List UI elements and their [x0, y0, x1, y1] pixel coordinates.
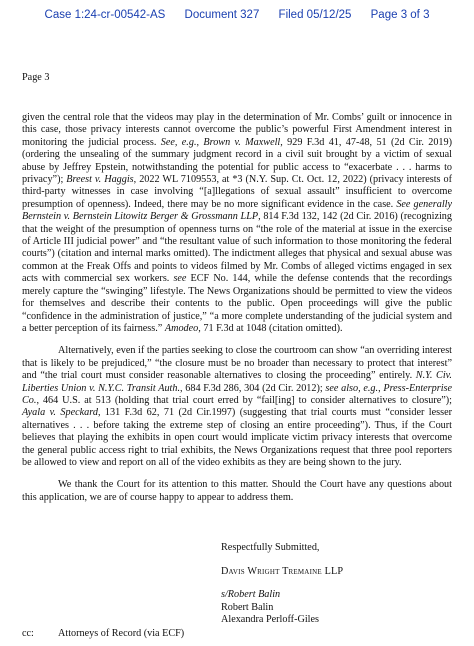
citation-italic: See, e.g. [160, 136, 197, 148]
citation-italic: N.Y. Civ. Liberties Union v. N.Y.C. Transit Auth. [22, 370, 452, 394]
signer-name-1: Robert Balin [221, 602, 274, 613]
text-run: , 2022 WL 7109553, at *3 (N.Y. Sup. Ct. Oct. 12, 2022) (privacy interests of third-party witnesses in case involving “[a]llegations of sexual assault” insufficient to overcome presumption of openness). Indeed, there may be no more significant evidence in the case. [22, 174, 452, 210]
document-number: Document 327 [184, 9, 260, 21]
citation-italic: Brown v. Maxwell [203, 136, 281, 148]
citation-italic: Ayala v. Speckard [22, 407, 98, 419]
paragraph-1 [22, 112, 452, 335]
cc-line [22, 628, 185, 639]
text-run: , 71 F.3d at 1048 (citation omitted). [198, 322, 343, 334]
citation-italic: see [173, 273, 187, 285]
citation-italic: see also, e.g. [325, 382, 379, 394]
paragraph-2 [22, 345, 452, 469]
ecf-header [0, 9, 474, 21]
cc-recipients: Attorneys of Record (via ECF) [58, 628, 185, 639]
text-run: , 814 F.3d 132, 142 (2d Cir. 2016) (recognizing that the weight of the presumption of openness turns on “the role of the material at issue in the exercise of Article III judicial power” and “the resultant value of such information to those monitoring the federal courts”) (citation and internal marks omitted). The indictment alleges that physical and sexual abuse was common at the Freak Offs and points to videos filmed by Mr. Combs of alleged victims engaged in sex acts with commercial sex workers. [22, 211, 452, 285]
citation-italic: See generally Bernstein v. Bernstein Litowitz Berger & Grossmann LLP [22, 198, 452, 223]
text-run: We thank the Court for its attention to this matter. Should the Court have any questions about this application, we are of course happy to appear to address them. [22, 479, 452, 503]
citation-italic: Amodeo [164, 322, 199, 334]
cc-label: cc: [22, 628, 34, 639]
signer-name-2: Alexandra Perloff-Giles [221, 614, 319, 625]
text-run: Alternatively, even if the parties seeking to close the courtroom can show “an overriding interest that is likely to be prejudiced,” “the closure must be no broader than necessary to protect that interest” and “the trial court must consider reasonable alternatives to closing the proceeding” entirely. [22, 345, 452, 382]
filed-date: Filed 05/12/25 [278, 9, 352, 21]
citation-italic: Press-Enterprise Co. [22, 382, 453, 406]
case-number: Case 1:24-cr-00542-AS [44, 9, 166, 21]
text-run: , 131 F.3d 62, 71 (2d Cir.1997) (suggesting that trial courts must “consider lesser alternatives . . . before taking the extreme step of closing an entire proceeding”). Thus, if the Court believes that playing the exhibits in open court would implicate victim privacy interests that overcome the general public access right to trial exhibits, the News Organizations request that three pool reporters be allowed to view and report on all of the video exhibits as they are being shown to the jury. [22, 407, 452, 468]
text-run: , 929 F.3d 41, 47-48, 51 (2d Cir. 2019) (ordering the unsealing of the summary judgment record in a civil suit brought by a victim of sexual abuse by Jeffrey Epstein, notwithstanding the potential for public access to “exacerbate . . . harms to privacy”); [22, 136, 453, 186]
paragraph-3 [22, 479, 452, 504]
firm-name: Davis Wright Tremaine LLP [221, 566, 344, 577]
electronic-signature: s/Robert Balin [221, 589, 281, 600]
text-run: , 684 F.3d 286, 304 (2d Cir. 2012); [180, 382, 326, 394]
page-label: Page 3 [22, 72, 50, 83]
text-run: , [196, 136, 204, 148]
text-run: , 464 U.S. at 513 (holding that trial court erred by “fail[ing] to consider alternatives to closure”); [36, 394, 452, 406]
text-run: ECF No. 144, while the defense contends that the recordings merely capture the “swinging” lifestyle. The News Organizations should be permitted to view the videos for themselves and describe their contents to the public. Open proceedings will give the public “confidence in the administration of justice,” “a more complete understanding of the judicial system and a better perception of its fairness.” [22, 273, 452, 334]
text-run: given the central role that the videos may play in the determination of Mr. Combs’ guilt or innocence in this case, those privacy interests cannot overcome the public’s powerful First Amendment interest in monitoring the judicial process. [22, 112, 452, 148]
closing-line: Respectfully Submitted, [221, 542, 320, 553]
citation-italic: Breest v. Haggis [66, 174, 134, 186]
text-run: , [378, 382, 384, 394]
page-count: Page 3 of 3 [370, 9, 430, 21]
letter-body [22, 112, 452, 504]
